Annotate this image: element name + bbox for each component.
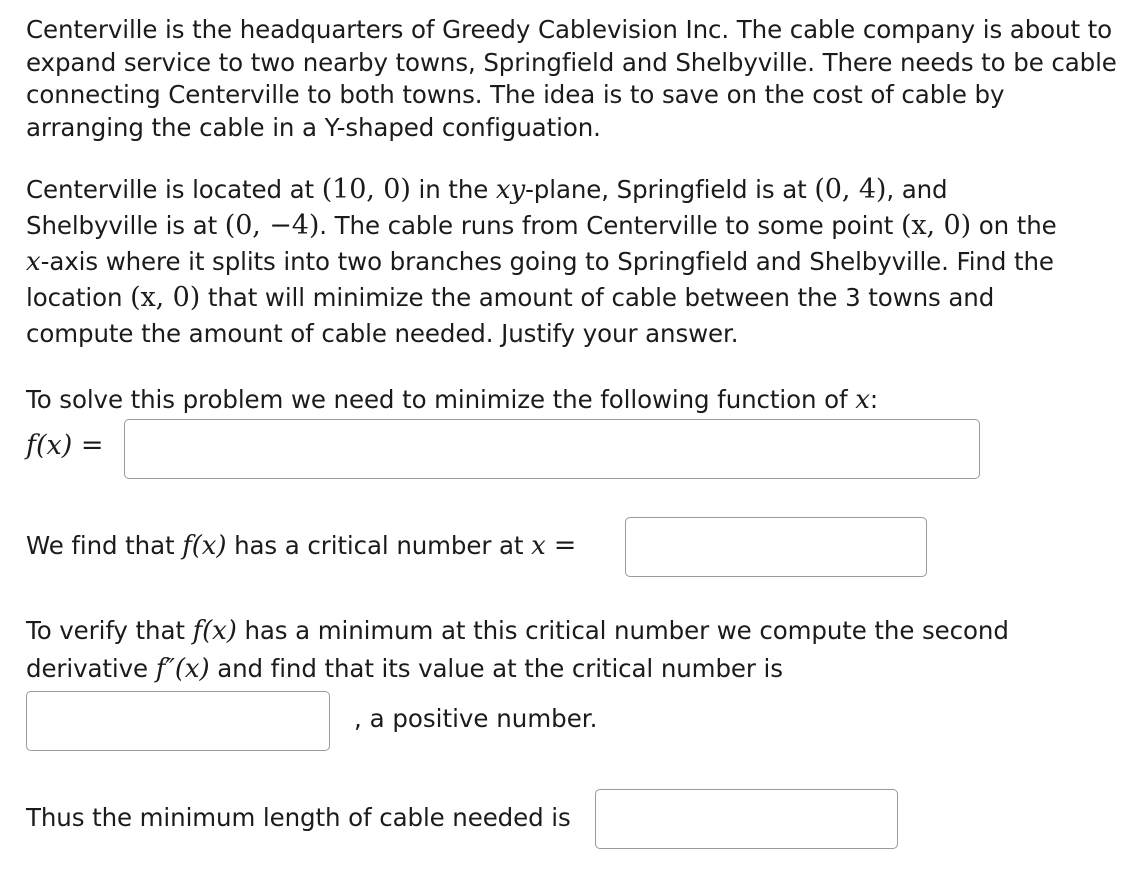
min-cable-input[interactable] <box>595 789 898 849</box>
critical-number-input[interactable] <box>625 517 927 577</box>
problem-details: Centerville is located at (10, 0) in the xy-plane, Springfield is at (0, 4), and Shelbyville is at (0, −4). The cable runs from Centerville to some point (x, 0) on the x-axis where it splits into two branches going to Springfield and Shelbyville. Find the location (x, 0) that will minimize the amount of cable between the 3 towns and compute the amount of cable needed. Justify your answer. <box>26 174 1057 348</box>
min-cable-prompt: Thus the minimum length of cable needed is <box>26 803 571 832</box>
critical-number-prompt: We find that f(x) has a critical number at x = <box>26 530 577 561</box>
problem-intro: Centerville is the headquarters of Greedy Cablevision Inc. The cable company is about to expand service to two nearby towns, Springfield and Shelbyville. There needs to be cable connecting Centerville to both towns. The idea is to save on the cost of cable by arranging the cable in a Y-shaped configuation. <box>26 15 1117 142</box>
second-derivative-prompt: To verify that f(x) has a minimum at this critical number we compute the second derivative f″(x) and find that its value at the critical number is <box>26 616 1009 684</box>
positive-number-text: , a positive number. <box>354 704 598 733</box>
function-label: f(x) = <box>26 430 104 461</box>
function-prompt: To solve this problem we need to minimize the following function of x: <box>26 385 878 415</box>
second-derivative-input[interactable] <box>26 691 330 751</box>
function-input[interactable] <box>124 419 980 479</box>
